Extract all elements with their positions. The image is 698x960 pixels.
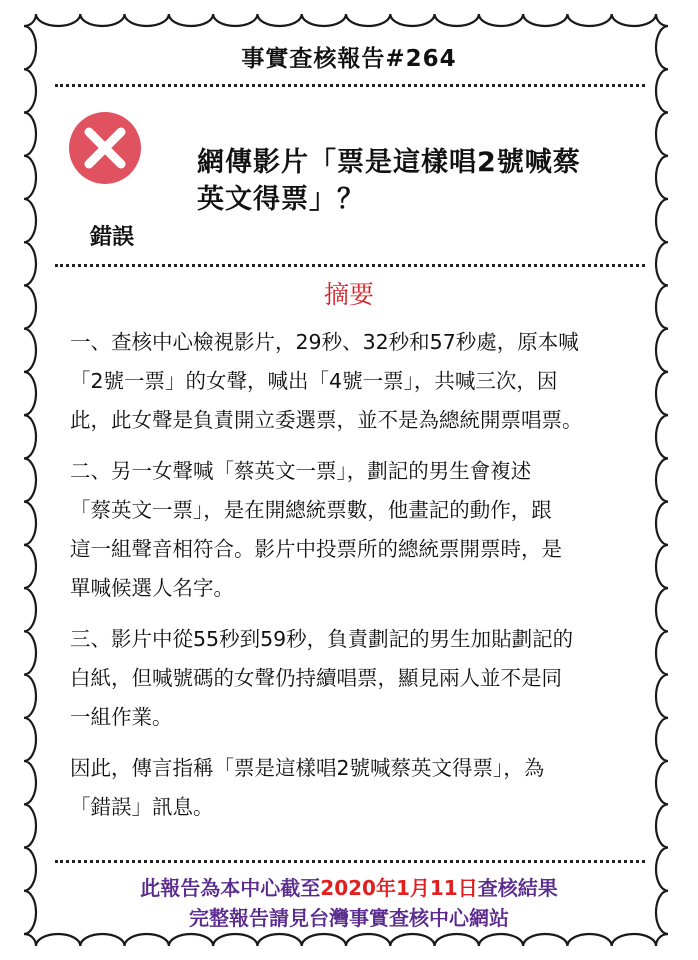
- summary-paragraph: [70, 452, 670, 608]
- paragraph-line: 一組作業。: [70, 705, 173, 729]
- footer-line-2: 完整報告請見台灣事實查核中心網站: [189, 906, 509, 930]
- headline-line: 英文得票」？: [197, 184, 365, 215]
- paragraph-line: 二、另一女聲喊「蔡英文一票」，劃記的男生會複述: [70, 459, 532, 483]
- footer-line-1: [0, 873, 698, 903]
- summary-paragraph: [70, 323, 670, 440]
- paragraph-line: 此，此女聲是負責開立委選票，並不是為總統開票唱票。: [70, 408, 583, 432]
- paragraph-line: 「錯誤」訊息。: [70, 795, 214, 819]
- footer-suffix: 查核結果: [477, 876, 558, 900]
- headline-line: 網傳影片「票是這樣唱2號喊蔡: [197, 147, 581, 178]
- paragraph-line: 這一組聲音相符合。影片中投票所的總統票開票時，是: [70, 537, 562, 561]
- x-circle-icon: [68, 111, 142, 185]
- report-title: 事實查核報告#264: [241, 46, 457, 72]
- report-footer: [0, 873, 698, 933]
- summary-title: 摘要: [323, 280, 374, 309]
- report-date: 2020年1月11日: [320, 876, 478, 900]
- footer-prefix: 此報告為本中心截至: [140, 876, 321, 900]
- summary-body: [70, 323, 670, 839]
- paragraph-line: 三、影片中從55秒到59秒，負責劃記的男生加貼劃記的: [70, 627, 574, 651]
- paragraph-line: 單喊候選人名字。: [70, 576, 234, 600]
- summary-paragraph: [70, 620, 670, 737]
- paragraph-line: 一、查核中心檢視影片，29秒、32秒和57秒處，原本喊: [70, 330, 579, 354]
- dotted-divider-top: [55, 84, 645, 87]
- dotted-divider-bottom: [55, 860, 645, 863]
- paragraph-line: 因此，傳言指稱「票是這樣唱2號喊蔡英文得票」，為: [70, 756, 545, 780]
- verdict-label: 錯誤: [90, 225, 135, 250]
- paragraph-line: 「蔡英文一票」，是在開總統票數，他畫記的動作，跟: [70, 498, 552, 522]
- headline: [197, 144, 657, 218]
- paragraph-line: 白紙，但喊號碼的女聲仍持續唱票，顯見兩人並不是同: [70, 666, 562, 690]
- paragraph-line: 「2號一票」的女聲，喊出「4號一票」，共喊三次，因: [70, 369, 558, 393]
- summary-paragraph: [70, 749, 670, 827]
- dotted-divider-middle: [55, 264, 645, 267]
